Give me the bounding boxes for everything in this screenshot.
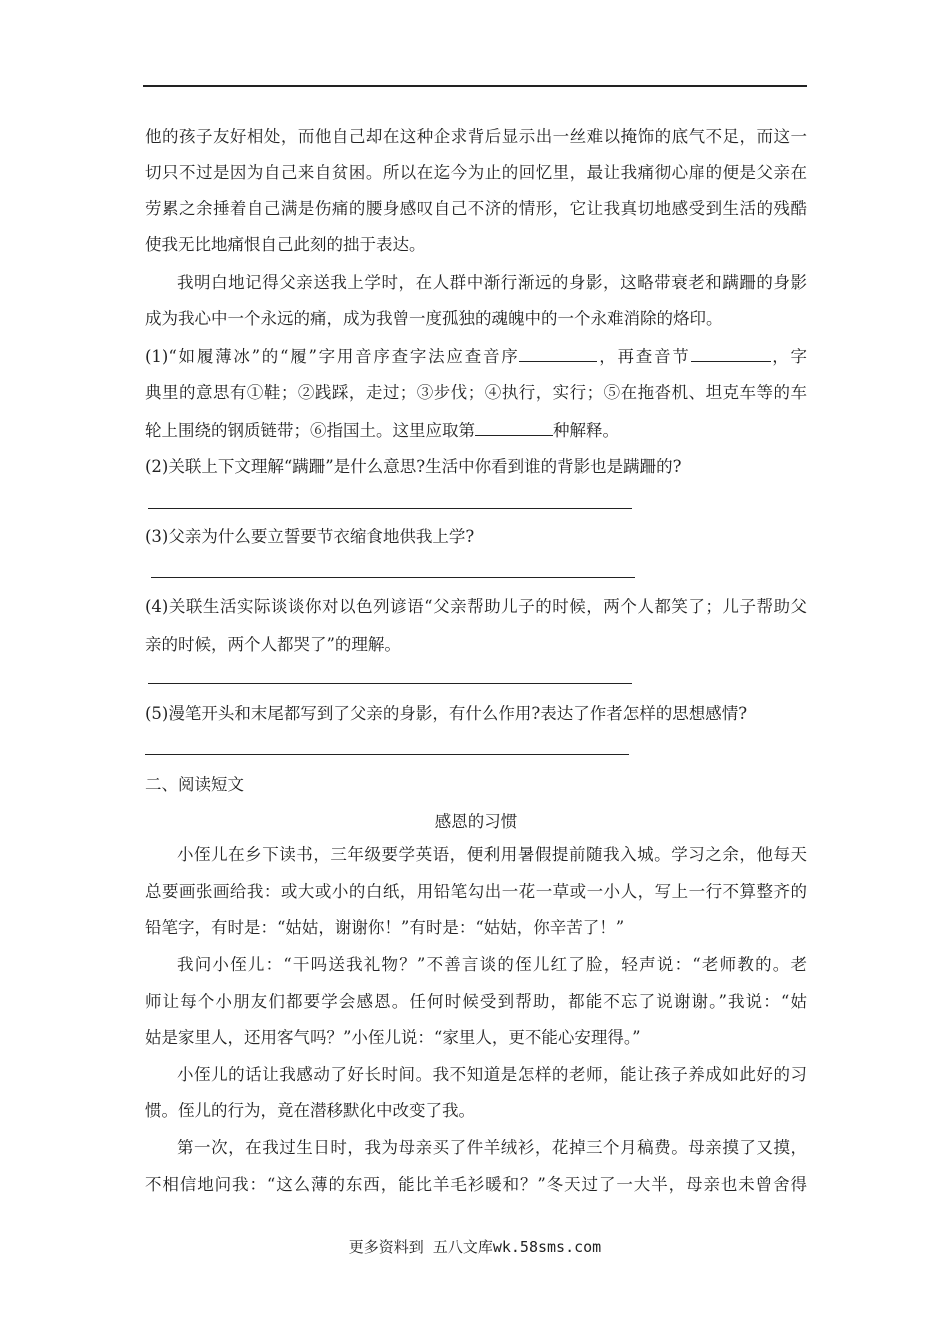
question-4-line-1: (4)关联生活实际谈谈你对以色列谚语“父亲帮助儿子的时候，两个人都笑了；儿子帮助父 — [145, 597, 807, 616]
passage1-line-3: 劳累之余捶着自己满是伤痛的腰身感叹自己不济的情形，它让我真切地感受到生活的残酷 — [145, 199, 807, 218]
article-line-5: 师让每个小朋友们都要学会感恩。任何时候受到帮助，都能不忘了说谢谢。”我说：“姑 — [145, 992, 807, 1011]
article-line-7: 小侄儿的话让我感动了好长时间。我不知道是怎样的老师，能让孩子养成如此好的习 — [177, 1065, 807, 1084]
question-1-line-1 — [145, 345, 807, 368]
header-rule — [143, 85, 807, 87]
article-line-6: 姑是家里人，还用客气吗？”小侄儿说：“家里人，更不能心安理得。” — [145, 1028, 641, 1047]
passage1-line-6: 成为我心中一个永远的痛，成为我曾一度孤独的魂魄中的一个永难消除的烙印。 — [145, 309, 723, 328]
article-line-10: 不相信地问我：“这么薄的东西，能比羊毛衫暖和？”冬天过了一大半，母亲也未曾舍得 — [145, 1175, 807, 1194]
blank-yinxu[interactable] — [519, 345, 597, 362]
question-1-text-b: ，再查音节 — [597, 347, 691, 366]
section-2-heading: 二、阅读短文 — [145, 775, 244, 794]
question-4-line-2: 亲的时候，两个人都哭了”的理解。 — [145, 635, 401, 654]
article-line-4: 我问小侄儿：“干吗送我礼物？”不善言谈的侄儿红了脸，轻声说：“老师教的。老 — [177, 955, 807, 974]
blank-yinjie[interactable] — [691, 345, 771, 362]
article-line-8: 惯。侄儿的行为，竟在潜移默化中改变了我。 — [145, 1101, 475, 1120]
question-5: (5)漫笔开头和末尾都写到了父亲的身影，有什么作用?表达了作者怎样的思想感情? — [145, 704, 748, 723]
question-1-line-3 — [145, 419, 619, 442]
passage1-line-4: 使我无比地痛恨自己此刻的拙于表达。 — [145, 235, 426, 254]
answer-line-5[interactable] — [145, 754, 629, 755]
article-title: 感恩的习惯 — [434, 812, 518, 831]
article-line-1: 小侄儿在乡下读书，三年级要学英语，便利用暑假提前随我入城。学习之余，他每天 — [177, 845, 807, 864]
passage1-line-1: 他的孩子友好相处，而他自己却在这种企求背后显示出一丝难以掩饰的底气不足，而这一 — [145, 127, 807, 146]
article-line-2: 总要画张画给我：或大或小的白纸，用铅笔勾出一花一草或一小人，写上一行不算整齐的 — [145, 882, 807, 901]
question-1-text-e: 种解释。 — [553, 421, 619, 440]
footer-link[interactable]: 更多资料到 五八文库wk.58sms.com — [348, 1238, 602, 1256]
passage1-line-2: 切只不过是因为自己来自贫困。所以在迄今为止的回忆里，最让我痛彻心扉的便是父亲在 — [145, 163, 807, 182]
answer-line-2[interactable] — [148, 508, 632, 509]
answer-line-3[interactable] — [151, 577, 635, 578]
question-1-text-c: ，字 — [770, 347, 808, 366]
answer-line-4[interactable] — [148, 683, 632, 684]
article-line-3: 铅笔字，有时是：“姑姑，谢谢你！”有时是：“姑姑，你辛苦了！” — [145, 918, 625, 937]
blank-meaning-number[interactable] — [475, 419, 553, 436]
question-1-line-2: 典里的意思有①鞋；②践踩，走过；③步伐；④执行，实行；⑤在拖沓机、坦克车等的车 — [145, 383, 807, 402]
question-1-text-a: (1)“如履薄冰”的“履”字用音序查字法应查音序 — [145, 347, 520, 366]
article-line-9: 第一次，在我过生日时，我为母亲买了件羊绒衫，花掉三个月稿费。母亲摸了又摸， — [177, 1138, 807, 1157]
question-3: (3)父亲为什么要立誓要节衣缩食地供我上学? — [145, 527, 475, 546]
question-2: (2)关联上下文理解“蹒跚”是什么意思?生活中你看到谁的背影也是蹒跚的? — [145, 457, 682, 476]
passage1-line-5: 我明白地记得父亲送我上学时，在人群中渐行渐远的身影，这略带衰老和蹒跚的身影 — [177, 273, 807, 292]
question-1-text-d: 轮上围绕的钢质链带；⑥指国土。这里应取第 — [145, 421, 475, 440]
